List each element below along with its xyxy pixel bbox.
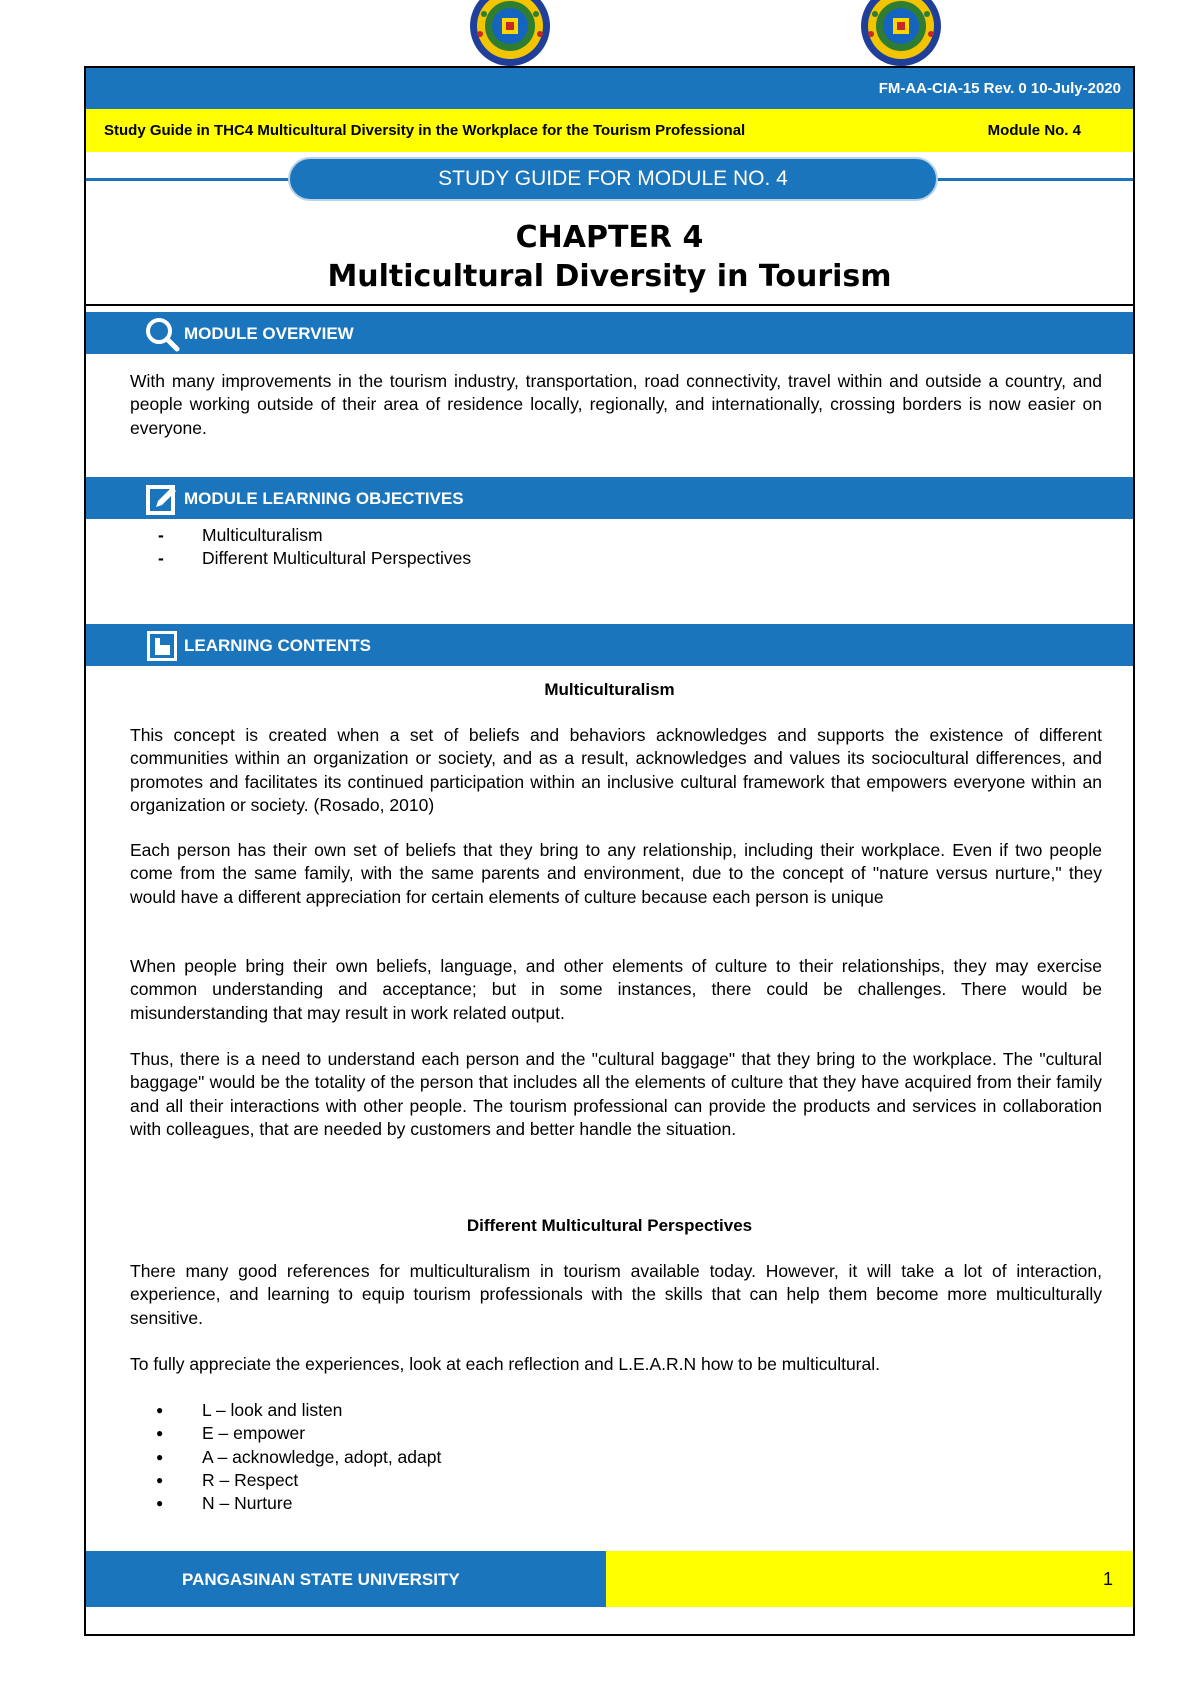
overview-text: With many improvements in the tourism industry, transportation, road connectivity, travel within and outside a country, and people working outside of their area of residence locally, regionally, and internationally, crossing borders is now easier on everyone. xyxy=(130,371,1102,438)
guide-title: Study Guide in THC4 Multicultural Diversity in the Workplace for the Tourism Professional xyxy=(104,122,746,139)
learning-objectives-label: MODULE LEARNING OBJECTIVES xyxy=(184,489,464,508)
university-seal-left xyxy=(460,0,560,66)
list-item: ● A – acknowledge, adopt, adapt xyxy=(156,1446,441,1469)
guide-title-bar xyxy=(86,109,1133,152)
chapter-number: CHAPTER 4 xyxy=(515,220,704,255)
list-item: ● L – look and listen xyxy=(156,1399,441,1422)
learning-objectives-bar xyxy=(86,477,1133,519)
list-item: - Multiculturalism xyxy=(156,524,471,547)
module-number: Module No. 4 xyxy=(987,122,1081,139)
magnifier-icon xyxy=(144,316,180,352)
chapter-heading xyxy=(86,218,1133,296)
book-icon xyxy=(144,628,180,664)
content-paragraph: To fully appreciate the experiences, look at each reflection and L.E.A.R.N how to be multicultural. xyxy=(130,1354,880,1374)
content-paragraph: This concept is created when a set of beliefs and behaviors acknowledges and supports the existence of different communities within an organization or society, and as a result, acknowledges and values its sociocultural differences, and promotes and facilitates its continued participation within an inclusive cultural framework that empowers everyone within an organization or society. (Rosado, 2010) xyxy=(130,725,1102,815)
university-name: PANGASINAN STATE UNIVERSITY xyxy=(182,1570,460,1589)
edit-pencil-icon xyxy=(144,481,180,517)
list-item: ● R – Respect xyxy=(156,1469,441,1492)
university-seal-right xyxy=(851,0,951,66)
header-bar xyxy=(86,68,1133,109)
learning-contents-label: LEARNING CONTENTS xyxy=(184,636,371,655)
learning-contents-bar xyxy=(86,624,1133,666)
chapter-title: Multicultural Diversity in Tourism xyxy=(327,259,892,294)
module-overview-label: MODULE OVERVIEW xyxy=(184,324,354,343)
multiculturalism-heading: Multiculturalism xyxy=(544,680,675,699)
document-page xyxy=(84,66,1135,1636)
form-code: FM-AA-CIA-15 Rev. 0 10-July-2020 xyxy=(878,80,1121,97)
page-number: 1 xyxy=(1102,1569,1113,1589)
list-item: ● N – Nurture xyxy=(156,1492,441,1515)
perspectives-heading: Different Multicultural Perspectives xyxy=(466,1216,753,1235)
content-paragraph: There many good references for multiculturalism in tourism available today. However, it will take a lot of interaction, experience, and learning to equip tourism professionals with the skills that can help them become more multiculturally sensitive. xyxy=(130,1261,1102,1328)
content-paragraph: Each person has their own set of beliefs that they bring to any relationship, including their workplace. Even if two people come from the same family, with the same parents and environment, due to the concept of "nature versus nurture," they would have a different appreciation for certain elements of culture because each person is unique xyxy=(130,840,1102,907)
chapter-divider xyxy=(86,304,1133,306)
content-paragraph: Thus, there is a need to understand each person and the "cultural baggage" that they bring to the workplace. The "cultural baggage" would be the totality of the person that includes all the elements of culture that they have acquired from their family and all their interactions with other people. The tourism professional can provide the products and services in collaboration with colleagues, that are needed by customers and better handle the situation. xyxy=(130,1049,1102,1139)
footer-page-bar xyxy=(606,1551,1133,1607)
study-guide-banner: STUDY GUIDE FOR MODULE NO. 4 xyxy=(288,157,938,201)
learn-list xyxy=(156,1399,441,1515)
module-overview-bar xyxy=(86,312,1133,354)
list-item: ● E – empower xyxy=(156,1422,441,1445)
objectives-list xyxy=(156,524,471,571)
footer-university-bar xyxy=(86,1551,606,1607)
content-paragraph: When people bring their own beliefs, language, and other elements of culture to their relationships, they may exercise common understanding and acceptance; but in some instances, there could be challenges. There would be misunderstanding that may result in work related output. xyxy=(130,956,1102,1023)
list-item: - Different Multicultural Perspectives xyxy=(156,547,471,570)
